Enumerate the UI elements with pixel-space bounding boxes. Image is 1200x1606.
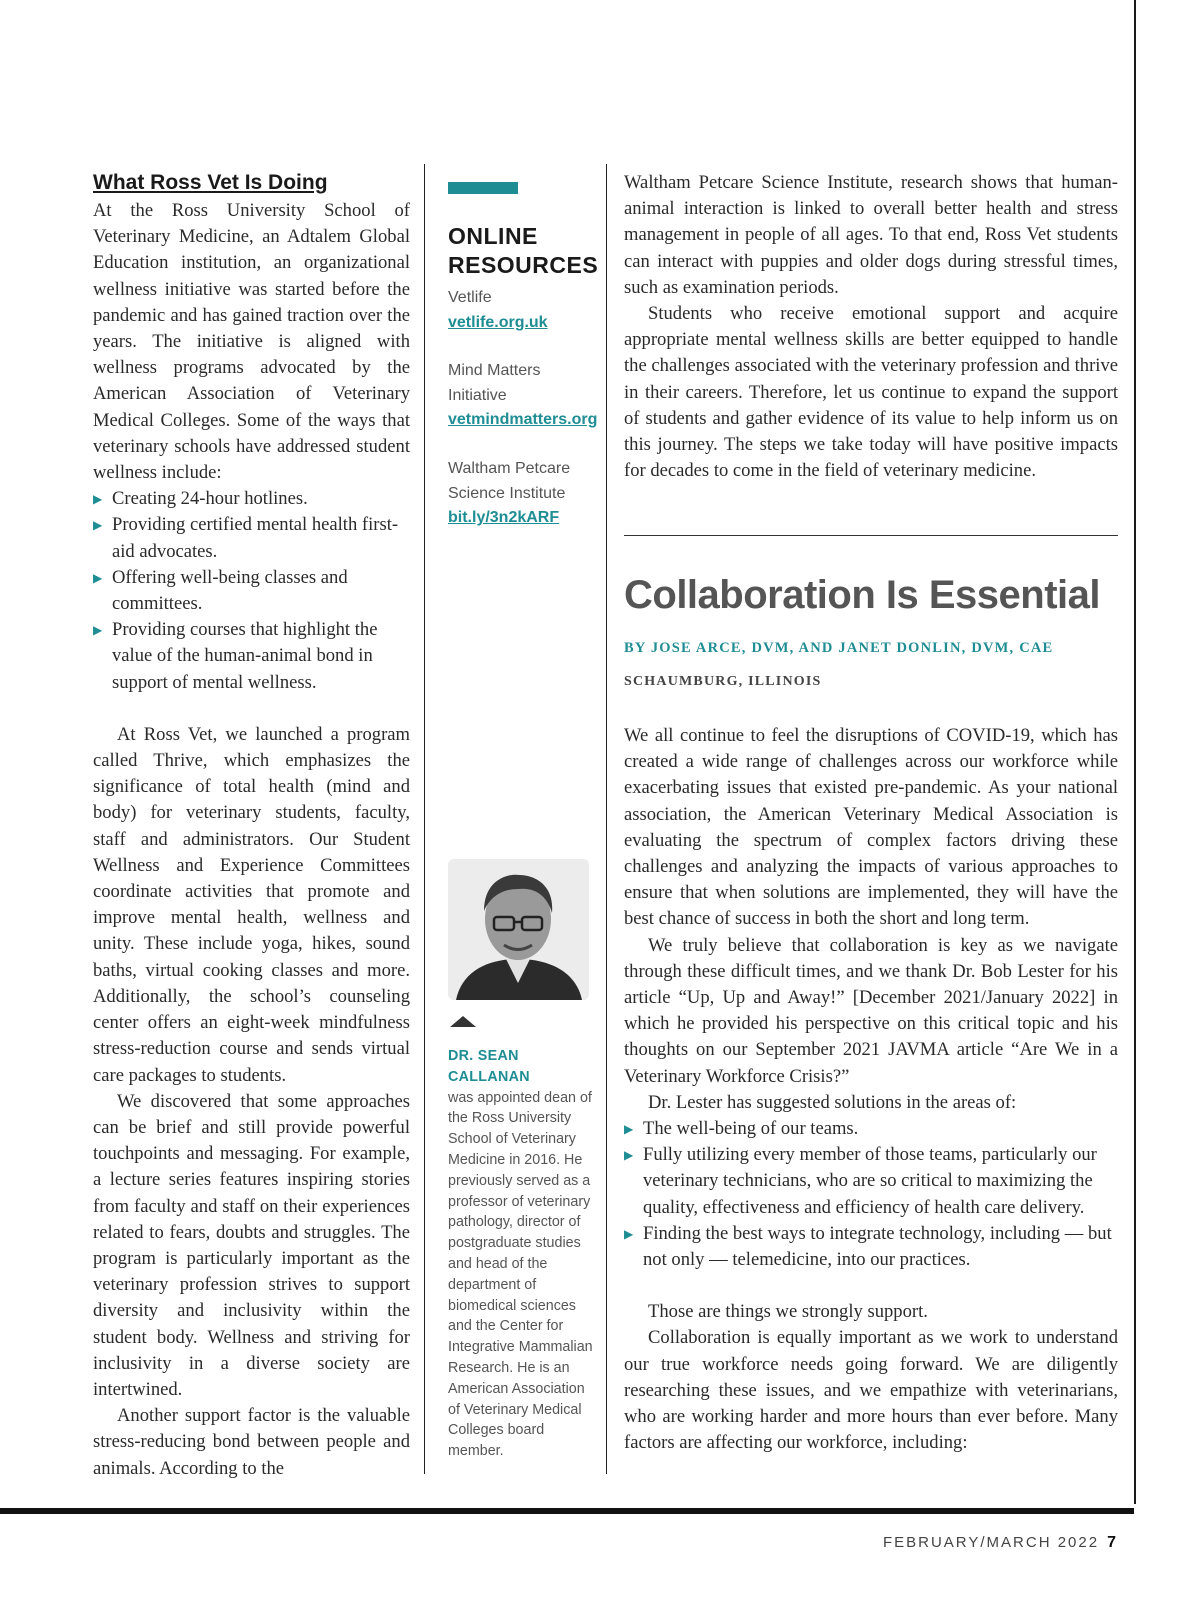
page-number: 7 xyxy=(1107,1534,1118,1551)
bullet-triangle-icon: ▶ xyxy=(93,623,103,638)
column-divider-right xyxy=(606,164,607,1474)
support-paragraph: Another support factor is the valuable stress-reducing bond between people and animals. According to the xyxy=(93,1405,410,1479)
resource-waltham xyxy=(448,457,598,531)
author-bio xyxy=(448,1046,598,1462)
footer-rule xyxy=(0,1508,1134,1514)
resource-name: Mind Matters Initiative xyxy=(448,362,541,404)
portrait-illustration xyxy=(448,859,589,1000)
sidebar-title: ONLINE RESOURCES xyxy=(448,223,599,278)
article-byline: BY JOSE ARCE, DVM, AND JANET DONLIN, DVM, CAE xyxy=(624,640,1054,656)
bullet-triangle-icon: ▶ xyxy=(93,492,103,507)
section-heading: What Ross Vet Is Doing xyxy=(93,171,328,194)
list-item: ▶ Offering well-being classes and committees. xyxy=(93,566,348,615)
page-edge-rule xyxy=(1134,0,1136,1504)
section-divider xyxy=(624,535,1118,536)
list-item: ▶ The well-being of our teams. xyxy=(624,1118,859,1140)
students-paragraph: Students who receive emotional support and acquire appropriate mental wellness skills are better equipped to handle the challenges associated with the veterinary profession and thrive in their careers. Therefore, let us continue to expand the support of students and gather evidence of its value to help inform us on this journey. The steps we take today will have positive impacts for decades to come in the field of veterinary medicine. xyxy=(624,303,1118,482)
resource-name: Waltham Petcare Science Institute xyxy=(448,459,571,502)
list-item: ▶ Fully utilizing every member of those teams, particularly our veterinary technicians, who are so critical to maximizing the quality, effectiveness and efficiency of health care delivery. xyxy=(624,1144,1097,1218)
lester-paragraph: Dr. Lester has suggested solutions in the areas of: xyxy=(648,1091,1017,1113)
bio-text: was appointed dean of the Ross University School of Veterinary Medicine in 2016. He previously served as a professor of veterinary pathology, director of postgraduate studies and head of the department of biomedical sciences and the Center for Integrative Mammalian Research. He is an American Association of Veterinary Medical Colleges board member. xyxy=(448,1089,593,1460)
list-item: ▶ Providing certified mental health first-aid advocates. xyxy=(93,514,399,562)
bullet-triangle-icon: ▶ xyxy=(624,1148,634,1163)
approaches-paragraph: We discovered that some approaches can be brief and still provide powerful touchpoints and messaging. For example, a lecture series features inspiring stories from faculty and staff on their experiences related to fears, doubts and struggles. The program is particularly important as the veterinary profession strives to support diversity and inclusivity within the student body. Wellness and striving for inclusivity in a diverse society are intertwined. xyxy=(93,1090,410,1400)
right-column-continuation xyxy=(624,170,1118,484)
issue-date: FEBRUARY/MARCH 2022 xyxy=(882,1534,1100,1551)
covid-paragraph: We all continue to feel the disruptions of COVID-19, which has created a wide range of challenges across our workforce while exacerbating issues that existed pre-pandemic. As your national association, the American Veterinary Medical Association is evaluating the spectrum of complex factors driving these challenges and analyzing the impacts of various approaches to ensure that when solutions are implemented, they will have the best chance of success in both the short and long term. xyxy=(624,725,1118,930)
waltham-paragraph: Waltham Petcare Science Institute, research shows that human-animal interaction is linked to overall better health and stress management in people of all ages. To that end, Ross Vet students can interact with puppies and older dogs during stressful times, such as examination periods. xyxy=(624,172,1118,298)
column-divider-left xyxy=(424,164,425,1474)
article-body xyxy=(624,723,1118,1456)
online-resources-sidebar xyxy=(448,182,598,555)
resource-name: Vetlife xyxy=(448,289,492,306)
resource-link[interactable]: vetlife.org.uk xyxy=(448,313,548,331)
bullet-triangle-icon: ▶ xyxy=(93,570,103,585)
believe-paragraph: We truly believe that collaboration is key as we navigate through these difficult times, and we thank Dr. Bob Lester for his article “Up, Up and Away!” [December 2021/January 2022] in which he provided his perspective on this critical topic and his thoughts on our September 2021 JAVMA article “Are We in a Veterinary Workforce Crisis?” xyxy=(624,934,1118,1087)
list-item: ▶ Providing courses that highlight the value of the human-animal bond in support of mental wellness. xyxy=(93,619,378,693)
article-dateline: SCHAUMBURG, ILLINOIS xyxy=(624,674,822,689)
solutions-list xyxy=(624,1116,1118,1273)
left-column xyxy=(93,170,410,1482)
resource-vetlife xyxy=(448,286,598,335)
intro-paragraph: At the Ross University School of Veterinary Medicine, an Adtalem Global Education institution, an organizational wellness initiative was started before the pandemic and has gained traction over the years. The initiative is aligned with wellness programs advocated by the American Association of Veterinary Medical Colleges. Some of the ways that veterinary schools have addressed student wellness include: xyxy=(93,200,410,484)
page-footer xyxy=(883,1534,1118,1552)
bullet-triangle-icon: ▶ xyxy=(93,518,103,533)
author-portrait-photo xyxy=(448,859,589,1000)
wellness-list xyxy=(93,486,410,696)
bullet-triangle-icon: ▶ xyxy=(624,1122,634,1137)
strongly-support-paragraph: Those are things we strongly support. xyxy=(648,1301,928,1323)
article-title: Collaboration Is Essential xyxy=(624,573,1101,617)
caption-pointer-icon xyxy=(450,1016,476,1027)
resource-mind-matters xyxy=(448,359,598,433)
resource-link[interactable]: bit.ly/3n2kARF xyxy=(448,509,560,527)
bullet-triangle-icon: ▶ xyxy=(624,1226,634,1241)
list-item: ▶ Finding the best ways to integrate technology, including — but not only — telemedicine, into our practices. xyxy=(624,1222,1112,1271)
resource-link[interactable]: vetmindmatters.org xyxy=(448,411,598,429)
bio-name: DR. SEAN CALLANAN xyxy=(448,1048,530,1085)
thrive-paragraph: At Ross Vet, we launched a program called Thrive, which emphasizes the significance of total health (mind and body) for veterinary students, faculty, staff and administrators. Our Student Wellness and Experience Committees coordinate activities that promote and improve mental health, wellness and unity. These include yoga, hikes, sound baths, virtual cooking classes and more. Additionally, the school’s counseling center offers an eight-week mindfulness stress-reduction course and sends virtual care packages to students. xyxy=(93,723,410,1086)
list-item: ▶ Creating 24-hour hotlines. xyxy=(93,488,308,510)
accent-bar xyxy=(448,182,518,194)
collaboration-paragraph: Collaboration is equally important as we work to understand our true workforce needs going forward. We are diligently researching these issues, and we empathize with veterinarians, who are working harder and more hours than ever before. Many factors are affecting our workforce, including: xyxy=(624,1327,1118,1454)
